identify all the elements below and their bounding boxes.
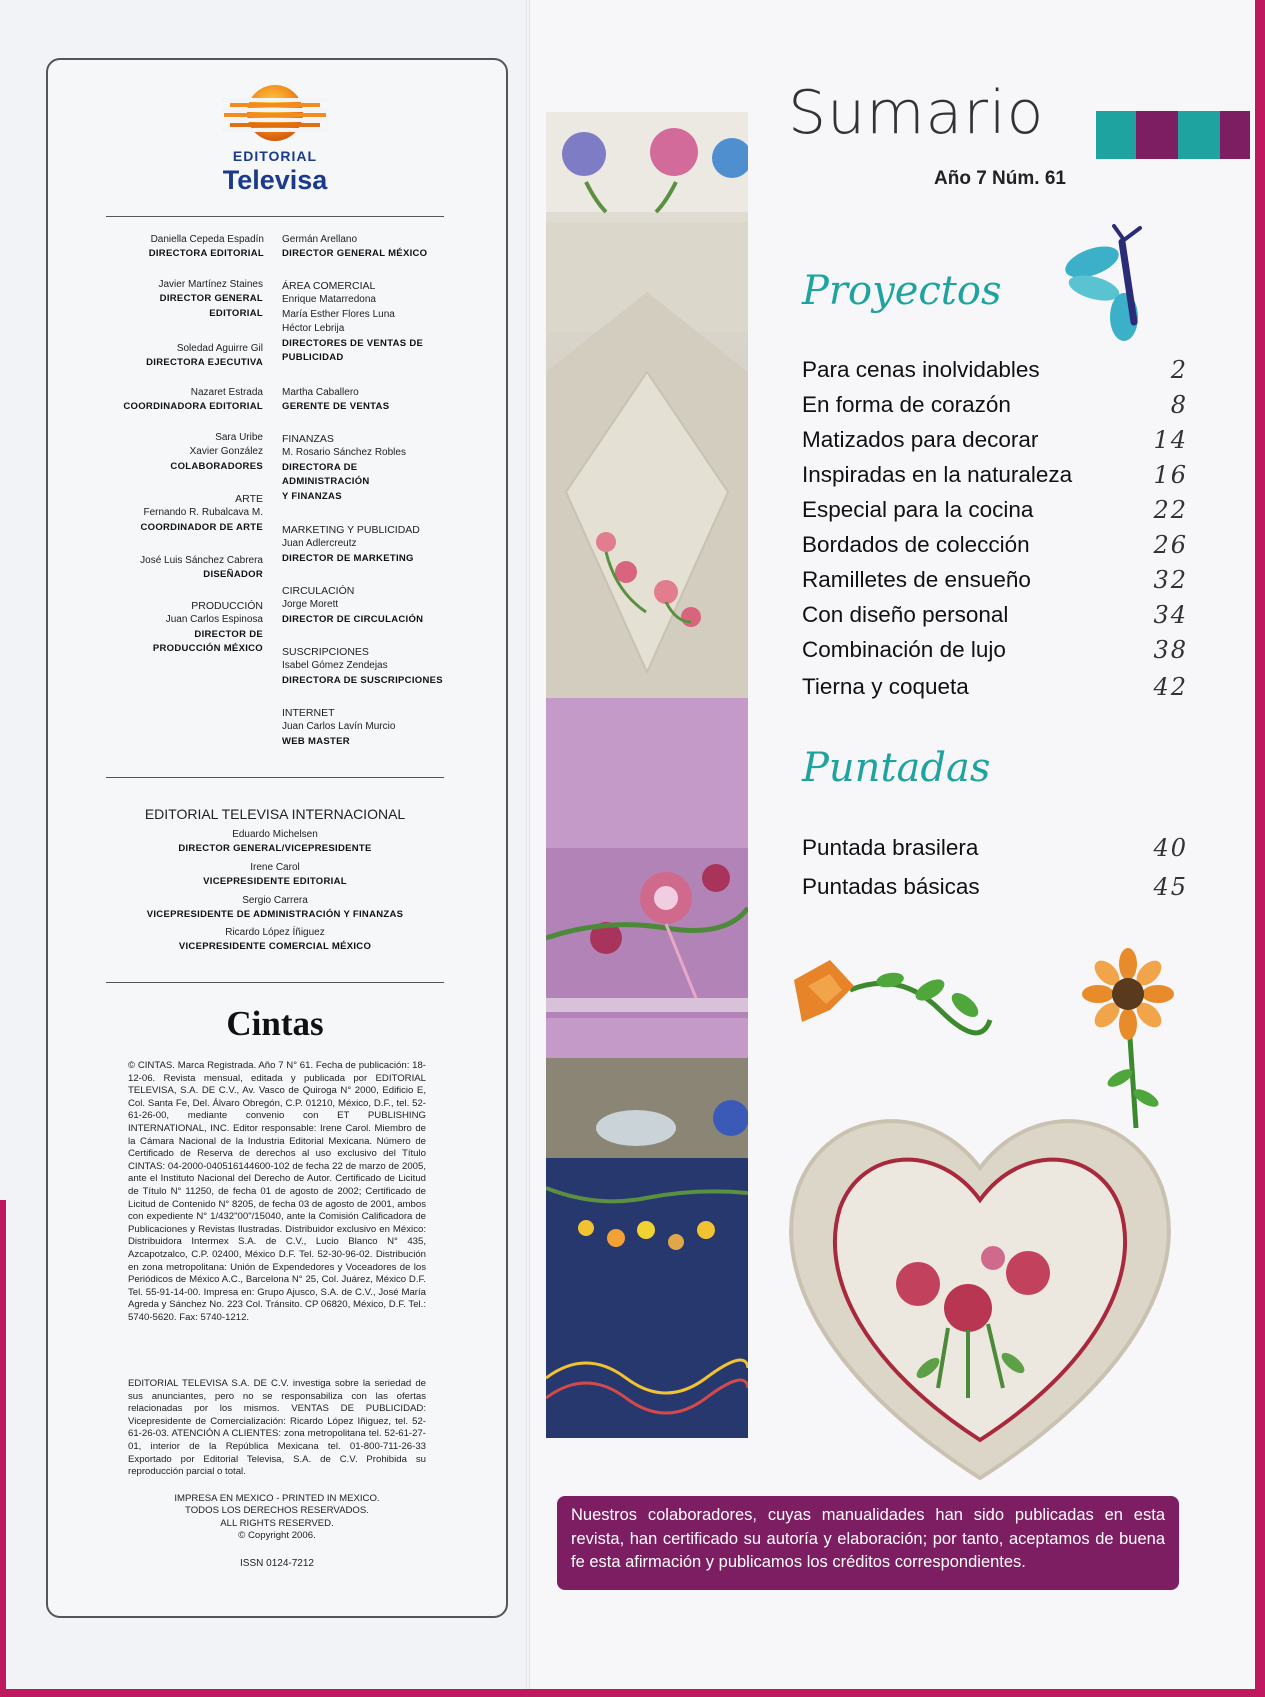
- credit-left-1: Javier Martínez Staines DIRECTOR GENERAL EDITORIAL: [158, 279, 263, 319]
- toc-heading: Sumario: [788, 78, 1045, 148]
- disclaimer-box: Nuestros colaboradores, cuyas manualidades han sido publicadas en esta revista, han certificado su autoría y elaboración; por tanto, aceptamos de buena fe esta afirmación y publicamos los créditos correspondientes.: [557, 1496, 1179, 1590]
- toc-row[interactable]: Especial para la cocina 22: [802, 496, 1188, 524]
- rights-footer: IMPRESA EN MEXICO - PRINTED IN MEXICO. TODOS LOS DERECHOS RESERVADOS. ALL RIGHTS RESERVED. © Copyright 2006.: [174, 1493, 380, 1542]
- credit-left-6: José Luis Sánchez Cabrera DISEÑADOR: [140, 555, 263, 581]
- credit-left-3: Nazaret Estrada COORDINADORA EDITORIAL: [123, 387, 263, 413]
- toc-row[interactable]: Matizados para decorar 14: [802, 426, 1188, 454]
- tablecloth-photo: [546, 112, 748, 698]
- credit-right-7: INTERNET Juan Carlos Lavín Murcio WEB MASTER: [282, 707, 396, 747]
- towel-photo: [546, 698, 748, 1058]
- magazine-title: Cintas: [226, 1004, 324, 1043]
- towel-embroidery-image: [546, 698, 748, 1058]
- toc-row[interactable]: Bordados de colección 26: [802, 531, 1188, 559]
- toc-row[interactable]: Tierna y coqueta 42: [802, 673, 1188, 701]
- color-bar-plum: [1136, 111, 1178, 159]
- credit-right-4: MARKETING Y PUBLICIDAD Juan Adlercreutz DIRECTOR DE MARKETING: [282, 524, 420, 564]
- intl-person-2: Sergio Carrera VICEPRESIDENTE DE ADMINISTRACIÓN Y FINANZAS: [146, 895, 404, 920]
- ribbon-flower-sprig-icon: [790, 950, 1000, 1040]
- credit-right-3: FINANZAS M. Rosario Sánchez Robles DIRECTORA DE ADMINISTRACIÓN Y FINANZAS: [282, 433, 406, 502]
- pink-left-edge: [0, 1200, 6, 1697]
- color-bar-plum-2: [1220, 111, 1250, 159]
- credit-left-4: Sara Uribe Xavier González COLABORADORES: [170, 432, 263, 472]
- section-projects-heading: Proyectos: [802, 268, 1002, 314]
- intl-person-1: Irene Carol VICEPRESIDENTE EDITORIAL: [203, 862, 347, 887]
- credit-right-2: Martha Caballero GERENTE DE VENTAS: [282, 387, 390, 413]
- brand-line-2: Televisa: [222, 165, 328, 195]
- divider: [106, 982, 444, 983]
- brand-line-1: EDITORIAL: [232, 148, 318, 164]
- international-title: EDITORIAL TELEVISA INTERNACIONAL: [144, 806, 406, 822]
- blue-tablecloth-photo: [546, 1058, 748, 1438]
- credit-left-0: Daniella Cepeda Espadín DIRECTORA EDITORIAL: [148, 234, 264, 260]
- credit-right-0: Germán Arellano DIRECTOR GENERAL MÉXICO: [282, 234, 428, 260]
- credit-left-7: PRODUCCIÓN Juan Carlos Espinosa DIRECTOR DE PRODUCCIÓN MÉXICO: [152, 600, 263, 655]
- intl-person-0: Eduardo Michelsen DIRECTOR GENERAL/VICEPRESIDENTE: [178, 829, 372, 854]
- toc-row[interactable]: Combinación de lujo 38: [802, 636, 1188, 664]
- credit-left-5: ARTE Fernando R. Rubalcava M. COORDINADOR DE ARTE: [140, 493, 263, 533]
- color-bar-teal: [1096, 111, 1136, 159]
- legal-text-1: © CINTAS. Marca Registrada. Año 7 N° 61. Fecha de publicación: 18-12-06. Revista mensual, editada y publicada por EDITORIAL TELEVISA, S.A. DE C.V., Av. Vasco de Quiroga N° 2000, Edificio E, Col. Santa Fe, Del. Álvaro Obregón, C.P. 01210, México, D.F., tel. 52-61-26-00, mediante convenio con ET PUBLISHING INTERNATIONAL, INC. Editor responsable: Irene Carol. Miembro de la Cámara Nacional de la Industria Editorial Mexicana. Número de Certificado de Reserva de derechos al uso exclusivo del Título CINTAS: 04-2000-040516144600-102 de fecha 22 de marzo de 2005, ante el Instituto Nacional del Derecho de Autor. Certificado de Licitud de Título N° 11250, de fecha 01 de agosto de 2002; Certificado de Licitud de Contenido N° 8205, de fecha 03 de agosto de 2001, ambos con expediente N° 1/432"00"/15040, ante la Comisión Calificadora de Publicaciones y Revistas Ilustradas. Distribuidor exclusivo en México: Distribuidora Intermex S.A. de C.V., Lucio Blanco N° 435, Azcapotzalco, C.P. 02400, México D.F. Tel. 52-30-96-02. Distribución en zona metropolitana: Unión de Expendedores y Voceadores de los Periódicos de México A.C., Barcelona N° 25, Col. Juárez, México D.F. Tel. 55-91-14-00. Impresa en: Grupo Ajusco, S.A. de C.V., José María Agreda y Sánchez No. 223 Col. Tránsito. CP 06820, México, D.F. Tel.: 5740-5620. Fax: 5740-1212.: [128, 1060, 426, 1323]
- heart-pillow-image: [778, 1098, 1182, 1484]
- credit-right-1: ÁREA COMERCIAL Enrique Matarredona María Esther Flores Luna Héctor Lebrija DIRECTORES DE VENTAS DE PUBLICIDAD: [282, 280, 424, 364]
- toc-row[interactable]: En forma de corazón 8: [802, 391, 1188, 419]
- toc-row[interactable]: Inspiradas en la naturaleza 16: [802, 461, 1188, 489]
- pink-bottom-edge: [0, 1689, 1265, 1697]
- toc-row[interactable]: Puntada brasilera 40: [802, 834, 1188, 862]
- divider: [106, 216, 444, 217]
- toc-row[interactable]: Con diseño personal 34: [802, 601, 1188, 629]
- dragonfly-icon: [1062, 222, 1168, 346]
- toc-row[interactable]: Ramilletes de ensueño 32: [802, 566, 1188, 594]
- legal-text-2: EDITORIAL TELEVISA S.A. DE C.V. investiga sobre la seriedad de sus anunciantes, pero no se responsabiliza con las ofertas relacionadas por los mismos. VENTAS DE PUBLICIDAD: Vicepresidente de Comercialización: Ricardo López Iñiguez, tel. 52-61-26-03. ATENCIÓN A CLIENTES: zona metropolitana tel. 52-61-27-01, interior de la República Mexicana tel. 01-800-711-26-33 Exportado por Editorial Televisa, S.A. de C.V. Prohibida su reproducción parcial o total.: [128, 1378, 426, 1478]
- tablecloth-embroidery-image: [546, 112, 748, 698]
- page-gutter: [526, 0, 530, 1697]
- section-stitches-heading: Puntadas: [802, 745, 991, 791]
- toc-row[interactable]: Puntadas básicas 45: [802, 873, 1188, 901]
- divider: [106, 777, 444, 778]
- credit-right-5: CIRCULACIÓN Jorge Morett DIRECTOR DE CIRCULACIÓN: [282, 585, 424, 625]
- credit-right-6: SUSCRIPCIONES Isabel Gómez Zendejas DIRECTORA DE SUSCRIPCIONES: [282, 646, 443, 686]
- blue-tablecloth-image: [546, 1058, 748, 1438]
- credit-left-2: Soledad Aguirre Gil DIRECTORA EJECUTIVA: [146, 343, 263, 369]
- issue-number: Año 7 Núm. 61: [934, 168, 1066, 189]
- color-bar-teal-2: [1178, 111, 1220, 159]
- televisa-sun-logo-icon: [222, 84, 328, 142]
- intl-person-3: Ricardo López Íñiguez VICEPRESIDENTE COMERCIAL MÉXICO: [178, 927, 372, 952]
- issn: ISSN 0124-7212: [240, 1558, 314, 1569]
- toc-row[interactable]: Para cenas inolvidables 2: [802, 356, 1188, 384]
- pink-page-edge: [1255, 0, 1265, 1697]
